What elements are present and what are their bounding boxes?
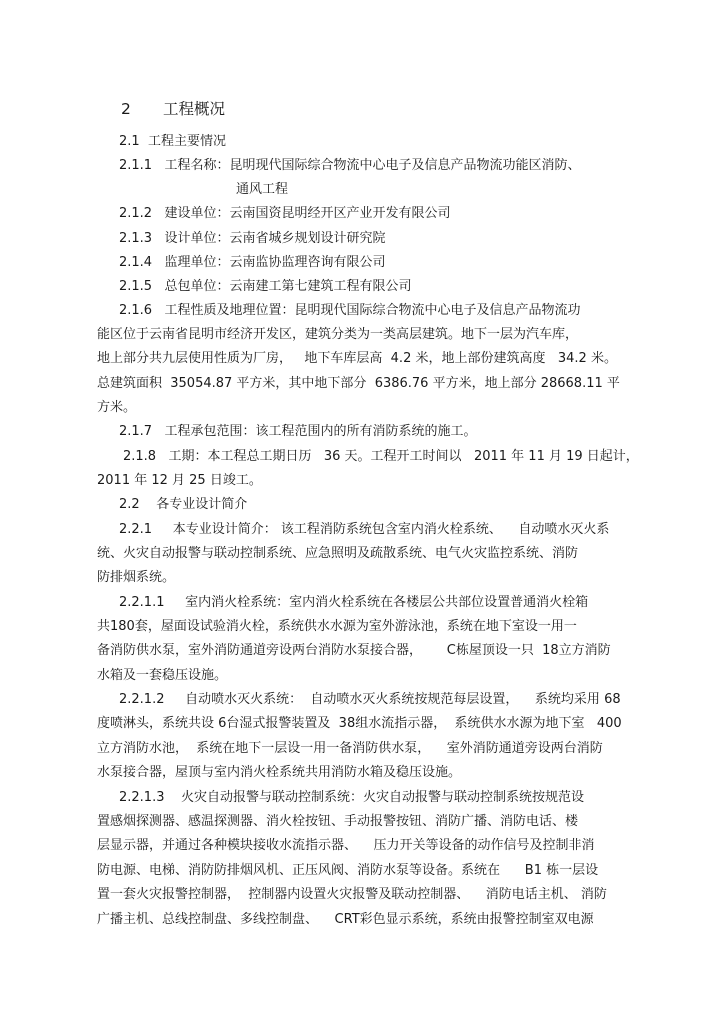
paragraph-line: 置感烟探测器、感温探测器、消火栓按钮、手动报警按钮、消防广播、消防电话、楼 — [97, 814, 579, 829]
paragraph-line: 2.2.1 本专业设计简介： 该工程消防系统包含室内消火栓系统、 自动喷水灭火系 — [119, 522, 610, 537]
paragraph-line: 2.1.7 工程承包范围：该工程范围内的所有消防系统的施工。 — [119, 424, 477, 439]
paragraph-line: 防排烟系统。 — [97, 570, 176, 585]
paragraph-line: 2.2.1.3 火灾自动报警与联动控制系统：火灾自动报警与联动控制系统按规范设 — [119, 790, 585, 805]
paragraph-line: 防电源、电梯、消防防排烟风机、正压风阀、消防水泵等设备。系统在 B1 栋一层设 — [97, 863, 599, 878]
section-number: 2 — [121, 100, 131, 118]
paragraph-line: 层显示器，并通过各种模块接收水流指示器、 压力开关等设备的动作信号及控制非消 — [97, 838, 595, 853]
paragraph-line: 立方消防水池， 系统在地下一层设一用一备消防供水泵， 室外消防通道旁设两台消防 — [97, 741, 603, 756]
paragraph-line: 2.1.8 工期：本工程总工期日历 36 天。工程开工时间以 2011 年 11 月 19 日起计， — [123, 449, 639, 464]
paragraph-line: 2.2.1.1 室内消火栓系统：室内消火栓系统在各楼层公共部位设置普通消火栓箱 — [119, 595, 589, 610]
paragraph-line: 广播主机、总线控制盘、多线控制盘、 CRT彩色显示系统，系统由报警控制室双电源 — [97, 912, 594, 927]
paragraph-line: 统、火灾自动报警与联动控制系统、应急照明及疏散系统、电气火灾监控系统、消防 — [97, 546, 579, 561]
paragraph-line: 通风工程 — [236, 182, 289, 197]
paragraph-line: 能区位于云南省昆明市经济开发区，建筑分类为一类高层建筑。地下一层为汽车库， — [97, 327, 579, 342]
paragraph-line: 2.1.2 建设单位：云南国资昆明经开区产业开发有限公司 — [119, 206, 451, 221]
paragraph-line: 方米。 — [97, 400, 137, 415]
section-title: 工程概况 — [163, 100, 226, 118]
paragraph-line: 2.1.5 总包单位：云南建工第七建筑工程有限公司 — [119, 279, 412, 294]
paragraph-line: 水箱及一套稳压设施。 — [97, 668, 228, 683]
paragraph-line: 2.1.6 工程性质及地理位置：昆明现代国际综合物流中心电子及信息产品物流功 — [119, 303, 581, 318]
paragraph-line: 共180套，屋面设试验消火栓，系统供水水源为室外游泳池，系统在地下室设一用一 — [97, 619, 577, 634]
paragraph-line: 2011 年 12 月 25 日竣工。 — [97, 473, 262, 488]
paragraph-line: 2.2.1.2 自动喷水灭火系统： 自动喷水灭火系统按规范每层设置， 系统均采用 68 — [119, 692, 621, 707]
paragraph-line: 总建筑面积 35054.87 平方米，其中地下部分 6386.76 平方米，地上部分 28668.11 平 — [97, 376, 620, 391]
paragraph-line: 备消防供水泵，室外消防通道旁设两台消防水泵接合器， C栋屋顶设一只 18立方消防 — [97, 643, 611, 658]
paragraph-line: 地上部分共九层使用性质为厂房， 地下车库层高 4.2 米，地上部份建筑高度 34.2 米。 — [97, 351, 617, 366]
paragraph-line: 2.1.3 设计单位：云南省城乡规划设计研究院 — [119, 231, 386, 246]
subsection-heading: 2.2 各专业设计简介 — [119, 497, 248, 512]
paragraph-line: 度喷淋头，系统共设 6台湿式报警装置及 38组水流指示器， 系统供水水源为地下室 400 — [97, 716, 622, 731]
paragraph-line: 水泵接合器，屋顶与室内消火栓系统共用消防水箱及稳压设施。 — [97, 765, 462, 780]
paragraph-line: 2.1.1 工程名称：昆明现代国际综合物流中心电子及信息产品物流功能区消防、 — [119, 158, 581, 173]
paragraph-line: 置一套火灾报警控制器， 控制器内设置火灾报警及联动控制器、 消防电话主机、 消防 — [97, 887, 607, 902]
subsection-heading: 2.1 工程主要情况 — [119, 134, 226, 149]
paragraph-line: 2.1.4 监理单位：云南监协监理咨询有限公司 — [119, 255, 386, 270]
